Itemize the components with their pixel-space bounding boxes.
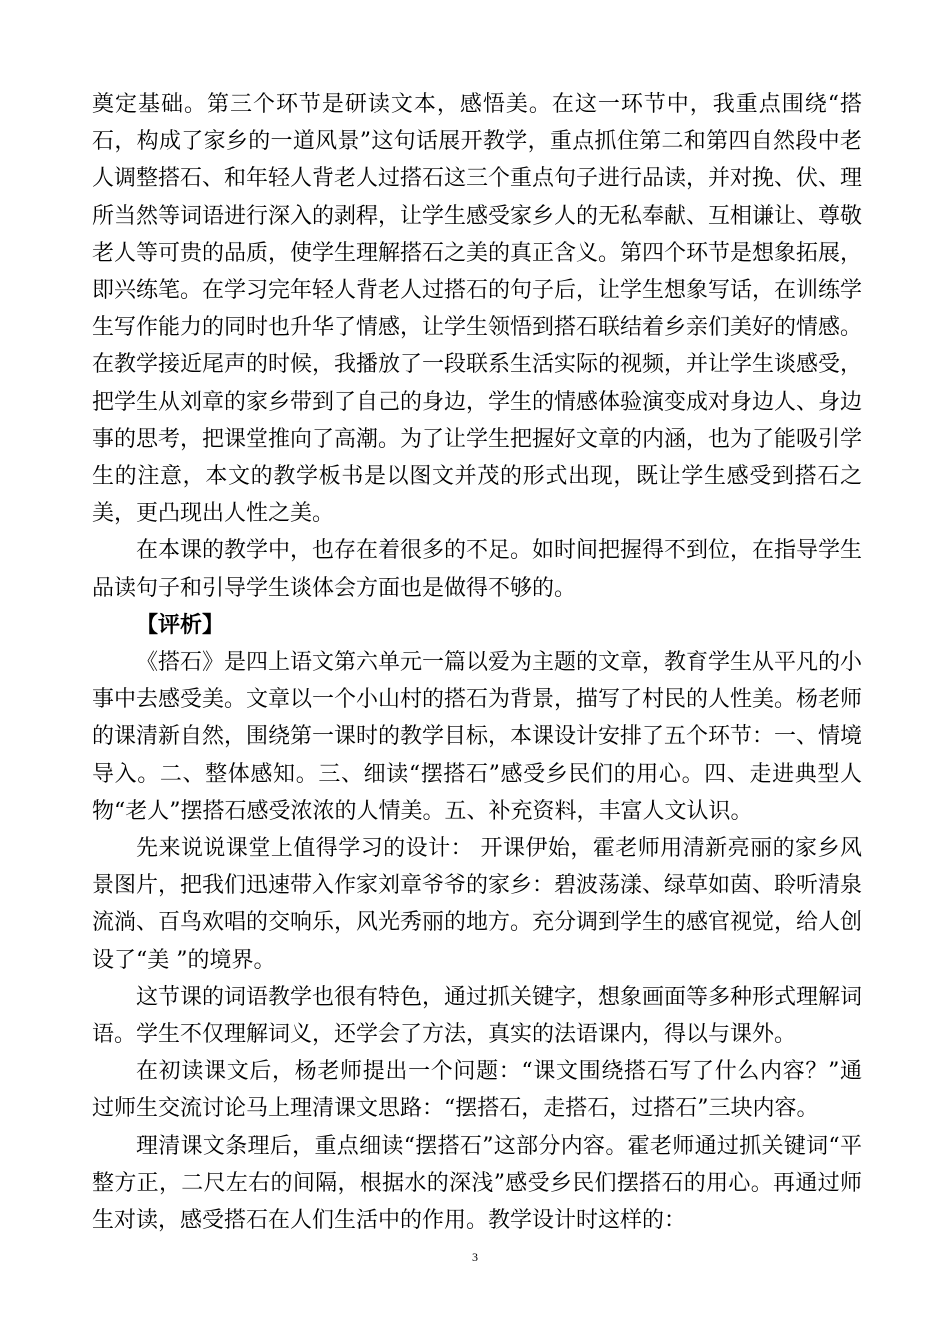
paragraph-8: 理清课文条理后，重点细读“摆搭石”这部分内容。霍老师通过抓关键词“平整方正，二尺左右的间隔，根据水的深浅”感受乡民们摆搭石的用心。再通过师生对读，感受搭石在人们生活中的作用。教学设计时这样的： <box>92 1133 862 1234</box>
paragraph-6: 这节课的词语教学也很有特色，通过抓关键字，想象画面等多种形式理解词语。学生不仅理解词义，还学会了方法，真实的法语课内，得以与课外。 <box>92 984 863 1048</box>
paragraph-1: 奠定基础。第三个环节是研读文本，感悟美。在这一环节中，我重点围绕“搭石，构成了家乡的一道风景”这句话展开教学，重点抓住第二和第四自然段中老人调整搭石、和年轻人背老人过搭石这三个重点句子进行品读，并对挽、伏、理所当然等词语进行深入的剥稈，让学生感受家乡人的无私奉献、互相谦让、尊敬老人等可贵的品质，使学生理解搭石之美的真正含义。第四个环节是想象拓展，即兴练笔。在学习完年轻人背老人过搭石的句子后，让学生想象写话，在训练学生写作能力的同时也升华了情感，让学生领悟到搭石联结着乡亲们美好的情感。在教学接近尾声的时候，我播放了一段联系生活实际的视频，并让学生谈感受，把学生从刘章的家乡带到了自己的身边，学生的情感体验演变成对身边人、身边事的思考，把课堂推向了高潮。为了让学生把握好文章的内涵，也为了能吸引学生的注意，本文的教学板书是以图文并茂的形式出现，既让学生感受到搭石之美，更凸现出人性之美。 <box>92 92 863 527</box>
paragraph-2: 在本课的教学中，也存在着很多的不足。如时间把握得不到位，在指导学生品读句子和引导学生谈体会方面也是做得不够的。 <box>92 538 863 601</box>
page-number: 3 <box>472 1250 478 1264</box>
document-body <box>92 86 862 1239</box>
paragraph-7: 在初读课文后，杨老师提出一个问题：“课文围绕搭石写了什么内容？”通过师生交流讨论马上理清课文思路：“摆搭石，走搭石，过搭石”三块内容。 <box>92 1059 862 1122</box>
section-heading-pingxi: 【评析】 <box>136 611 225 638</box>
paragraph-5: 先来说说课堂上值得学习的设计： 开课伊始，霍老师用清新亮丽的家乡风景图片，把我们迅速带入作家刘章爷爷的家乡：碧波荡漾、绿草如茵、聆听清泉流淌、百鸟欢唱的交响乐，风光秀丽的地方。充分调到学生的感官视觉，给人创设了“美 ”的境界。 <box>92 836 863 973</box>
paragraph-4: 《搭石》是四上语文第六单元一篇以爱为主题的文章，教育学生从平凡的小事中去感受美。文章以一个小山村的搭石为背景，描写了村民的人性美。杨老师的课清新自然，围绕第一课时的教学目标，本课设计安排了五个环节：一、情境导入。二、整体感知。三、细读“摆搭石”感受乡民们的用心。四、走进典型人物“老人”摆搭石感受浓浓的人情美。五、补充资料，丰富人文认识。 <box>92 650 863 824</box>
